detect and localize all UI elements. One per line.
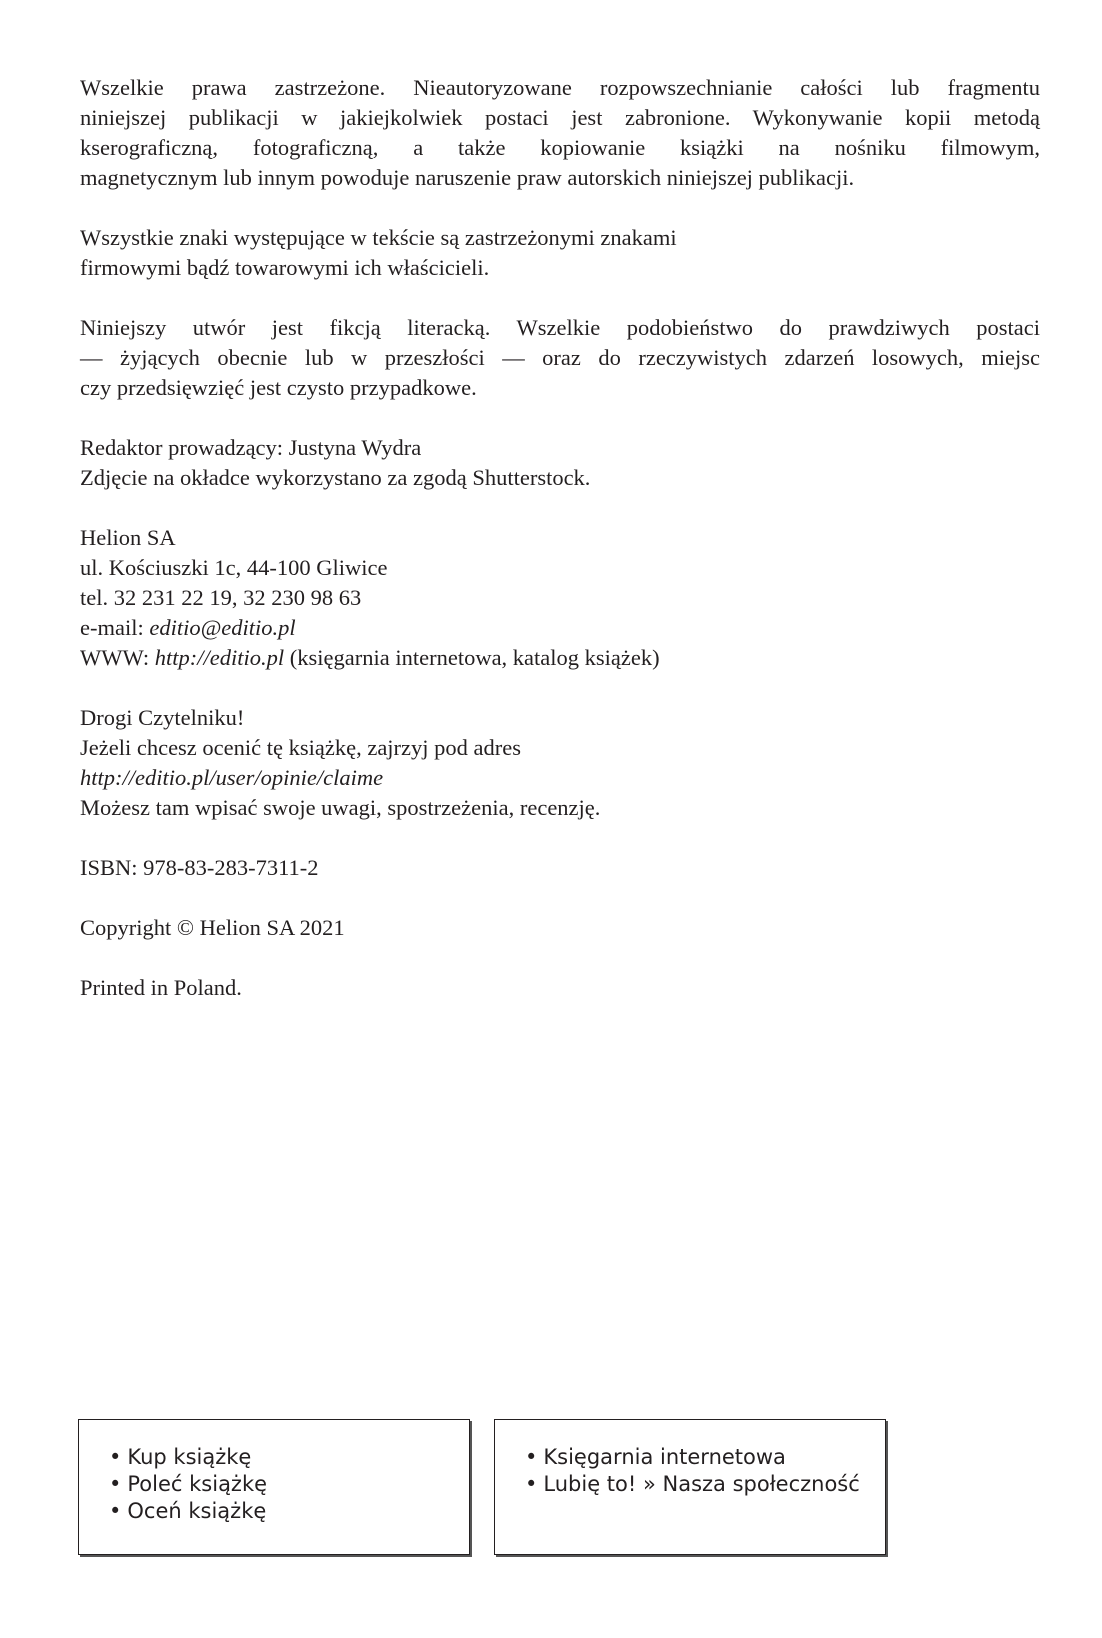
rights-line: niniejszej publikacji w jakiejkolwiek postaci jest zabronione. Wykonywanie kopii metodą xyxy=(80,105,1040,130)
community-link[interactable] xyxy=(525,1471,885,1498)
publisher-email-line xyxy=(80,613,1040,643)
buy-book-label: Kup książkę xyxy=(127,1445,252,1469)
recommend-book-link[interactable] xyxy=(109,1471,469,1498)
reader-invite: Jeżeli chcesz ocenić tę książkę, zajrzyj pod adres xyxy=(80,735,522,760)
rate-book-link[interactable] xyxy=(109,1498,469,1525)
publisher-address: ul. Kościuszki 1c, 44-100 Gliwice xyxy=(80,555,388,580)
buy-book-link[interactable] xyxy=(109,1444,469,1471)
rights-line: magnetycznym lub innym powoduje naruszenie praw autorskich niniejszej publikacji. xyxy=(80,165,855,190)
book-actions-box xyxy=(78,1419,470,1555)
store-links-box xyxy=(494,1419,886,1555)
bullet-icon: • xyxy=(525,1472,538,1496)
trademarks-line: Wszystkie znaki występujące w tekście są zastrzeżonymi znakami xyxy=(80,225,677,250)
isbn: ISBN: 978-83-283-7311-2 xyxy=(80,855,319,880)
rights-line: kserograficzną, fotograficzną, a także kopiowanie książki na nośniku filmowym, xyxy=(80,135,1040,160)
rate-book-label: Oceń książkę xyxy=(127,1499,267,1523)
trademarks-line: firmowymi bądź towarowymi ich właścicieli. xyxy=(80,255,490,280)
rights-line: Wszelkie prawa zastrzeżone. Nieautoryzowane rozpowszechnianie całości lub fragmentu xyxy=(80,75,1040,100)
editor-credit: Redaktor prowadzący: Justyna Wydra xyxy=(80,435,422,460)
bullet-icon: • xyxy=(109,1472,122,1496)
reader-note xyxy=(80,703,1040,823)
opinion-url-link[interactable]: http://editio.pl/user/opinie/claime xyxy=(80,765,384,790)
bullet-icon: • xyxy=(525,1445,538,1469)
online-bookstore-link[interactable] xyxy=(525,1444,885,1471)
publisher-info xyxy=(80,523,1040,673)
bullet-icon: • xyxy=(109,1499,122,1523)
fiction-line: Niniejszy utwór jest fikcją literacką. Wszelkie podobieństwo do prawdziwych postaci xyxy=(80,315,1040,340)
www-label: WWW: xyxy=(80,645,155,670)
reader-greeting: Drogi Czytelniku! xyxy=(80,705,245,730)
cover-credit: Zdjęcie na okładce wykorzystano za zgodą Shutterstock. xyxy=(80,465,591,490)
bullet-icon: • xyxy=(109,1445,122,1469)
www-note: (księgarnia internetowa, katalog książek) xyxy=(284,645,660,670)
publisher-phone: tel. 32 231 22 19, 32 230 98 63 xyxy=(80,585,362,610)
publisher-www-line xyxy=(80,643,1040,673)
copyright: Copyright © Helion SA 2021 xyxy=(80,915,345,940)
credits-paragraph xyxy=(80,433,1040,493)
www-link[interactable]: http://editio.pl xyxy=(154,645,285,670)
fiction-line: czy przedsięwzięć jest czysto przypadkowe. xyxy=(80,375,477,400)
recommend-book-label: Poleć książkę xyxy=(127,1472,268,1496)
printed-in: Printed in Poland. xyxy=(80,975,242,1000)
rights-paragraph xyxy=(80,73,1040,193)
online-bookstore-label: Księgarnia internetowa xyxy=(543,1445,786,1469)
colophon-page xyxy=(80,73,1040,1033)
email-link[interactable]: editio@editio.pl xyxy=(149,615,296,640)
community-label: Lubię to! » Nasza społeczność xyxy=(543,1472,860,1496)
reader-note-text: Możesz tam wpisać swoje uwagi, spostrzeżenia, recenzję. xyxy=(80,795,601,820)
trademarks-paragraph xyxy=(80,223,1040,283)
fiction-line: — żyjących obecnie lub w przeszłości — oraz do rzeczywistych zdarzeń losowych, miejsc xyxy=(80,345,1040,370)
publisher-name: Helion SA xyxy=(80,525,176,550)
fiction-paragraph xyxy=(80,313,1040,403)
email-label: e-mail: xyxy=(80,615,150,640)
